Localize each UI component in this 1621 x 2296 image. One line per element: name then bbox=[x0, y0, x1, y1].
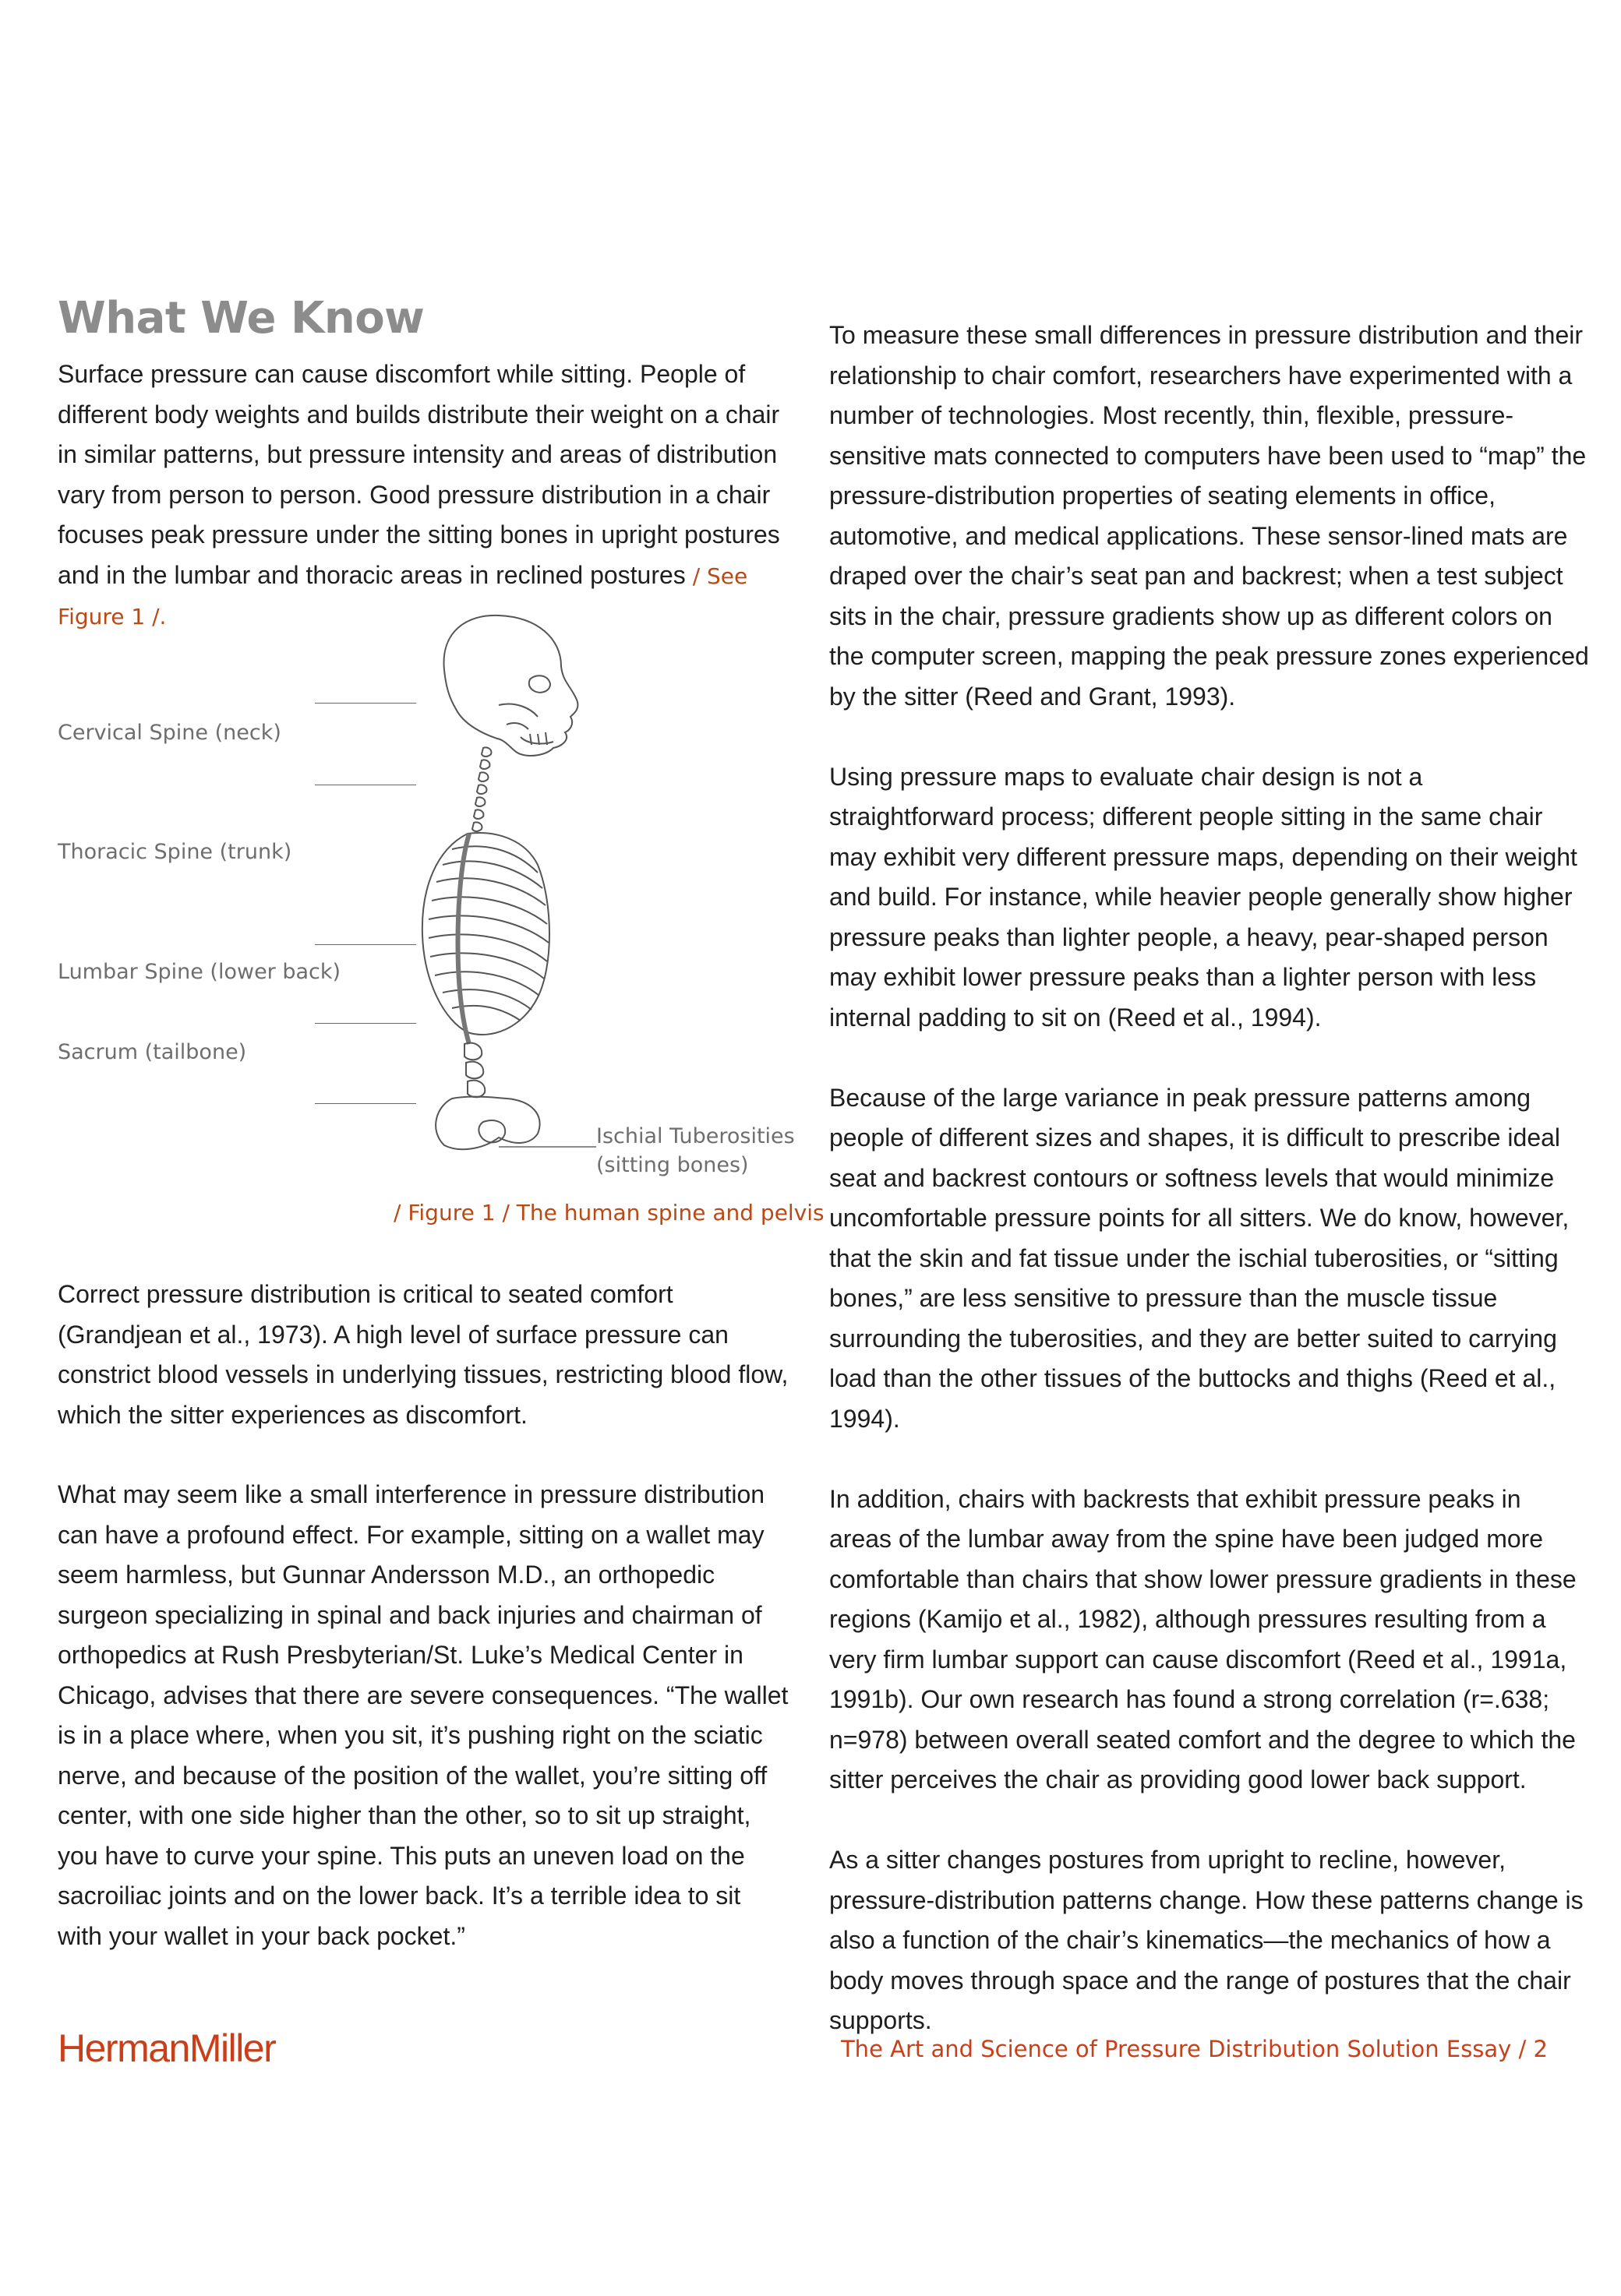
see-figure-link[interactable]: / See Figure 1 /. bbox=[58, 563, 748, 630]
leader-line-sacrum-bottom bbox=[315, 1103, 416, 1104]
lumbar-vertebrae bbox=[464, 1043, 485, 1098]
right-paragraph-4: In addition, chairs with backrests that exhibit pressure peaks in areas of the lumbar away from the spine have been judged more comfortable than chairs that show lower pressure gradients in these regions (Kamijo et al., 1982), although pressures resulting from a very firm lumbar support can cause discomfort (Reed et al., 1991a, 1991b). Our own research has found a strong correlation (r=.638; n=978) between overall seated comfort and the degree to which the sitter perceives the chair as providing good lower back support. bbox=[829, 1484, 1577, 1793]
spine-illustration bbox=[421, 608, 623, 1153]
footer-document-title: The Art and Science of Pressure Distribution Solution Essay / 2 bbox=[840, 2036, 1548, 2062]
figure-caption: / Figure 1 / The human spine and pelvis bbox=[394, 1200, 825, 1226]
thoracic-spine bbox=[458, 834, 469, 1044]
right-paragraph-2: Using pressure maps to evaluate chair design is not a straightforward process; different people sitting in the same chair may exhibit very different pressure maps, depending on their weight and build. For instance, while heavier people generally show higher pressure peaks than lighter people, a heavy, pear-shaped person may exhibit lower pressure peaks than a lighter person with less internal padding to sit on (Reed et al., 1994). bbox=[829, 762, 1577, 1032]
label-thoracic-spine: Thoracic Spine (trunk) bbox=[58, 840, 292, 864]
leader-line-cervical-top bbox=[315, 703, 416, 704]
left-paragraph-3 bbox=[58, 1475, 790, 1956]
intro-paragraph bbox=[58, 354, 790, 637]
left-paragraph-3-text: What may seem like a small interference in pressure distribution can have a profound effect. For example, sitting on a wallet may seem harmless, but Gunnar Andersson M.D., an orthopedic surgeon specializing in spinal and back injuries and chairman of orthopedics at Rush Presbyterian/St. Luke’s Medical Center in Chicago, advises that there are severe consequences. “The wallet is in a place where, when you sit, it’s pushing right on the sciatic nerve, and because of the position of the wallet, you’re sitting off center, with one side higher than the other, so to sit up straight, you have to curve your spine. This puts an uneven load on the sacroiliac joints and on the lower back. It’s a terrible idea to sit with your wallet in your back pocket.” bbox=[58, 1480, 789, 1950]
label-sacrum: Sacrum (tailbone) bbox=[58, 1040, 247, 1064]
ischial-label-line-1: Ischial Tuberosities bbox=[596, 1124, 795, 1148]
skull-outline bbox=[444, 615, 578, 756]
right-paragraph-3: Because of the large variance in peak pressure patterns among people of different sizes and shapes, it is difficult to prescribe ideal seat and backrest contours or softness levels that would minimize uncomfortable pressure points for all sitters. We do know, however, that the skin and fat tissue under the ischial tuberosities, or “sitting bones,” are less sensitive to pressure than the muscle tissue surrounding the tuberosities, and they are better suited to carrying load than the other tissues of the buttocks and thighs (Reed et al., 1994). bbox=[829, 1083, 1570, 1433]
ischial-label-line-2: (sitting bones) bbox=[596, 1153, 749, 1177]
ribs bbox=[429, 846, 549, 1021]
label-lumbar-spine: Lumbar Spine (lower back) bbox=[58, 960, 341, 984]
label-ischial-tuberosities bbox=[596, 1122, 795, 1180]
intro-text: Surface pressure can cause discomfort while sitting. People of different body weights and builds distribute their weight on a chair in similar patterns, but pressure intensity and areas of distribution vary from person to person. Good pressure distribution in a chair focuses peak pressure under the sitting bones in upright postures and in the lumbar and thoracic areas in reclined postures bbox=[58, 360, 780, 589]
label-cervical-spine: Cervical Spine (neck) bbox=[58, 721, 281, 745]
herman-miller-logo: HermanMiller bbox=[58, 2026, 276, 2070]
left-paragraph-2 bbox=[58, 1275, 790, 1435]
jaw bbox=[521, 732, 553, 745]
right-paragraph-5: As a sitter changes postures from upright to recline, however, pressure-distribution patterns change. How these patterns change is also a function of the chair’s kinematics—the mechanics of how a body moves through space and the range of postures that the chair supports. bbox=[829, 1846, 1584, 2034]
leader-line-thoracic-bottom bbox=[315, 944, 416, 945]
leader-line-lumbar-bottom bbox=[315, 1023, 416, 1024]
page-title: What We Know bbox=[58, 293, 425, 344]
right-paragraph-1: To measure these small differences in pressure distribution and their relationship to chair comfort, researchers have experimented with a number of technologies. Most recently, thin, flexible, pressure-sensitive mats connected to computers have been used to “map” the pressure-distribution properties of seating elements in office, automotive, and medical applications. These sensor-lined mats are draped over the chair’s seat pan and backrest; when a test subject sits in the chair, pressure gradients show up as different colors on the computer screen, mapping the peak pressure zones experienced by the sitter (Reed and Grant, 1993). bbox=[829, 321, 1589, 711]
right-column bbox=[829, 316, 1589, 2041]
left-paragraph-2-text: Correct pressure distribution is critical to seated comfort (Grandjean et al., 1973). A high level of surface pressure can constrict blood vessels in underlying tissues, restricting blood flow, which the sitter experiences as discomfort. bbox=[58, 1280, 789, 1429]
ischial-tuberosity bbox=[479, 1120, 505, 1142]
cervical-vertebrae bbox=[472, 747, 491, 831]
eye-socket bbox=[529, 675, 550, 693]
cheek bbox=[499, 704, 538, 729]
